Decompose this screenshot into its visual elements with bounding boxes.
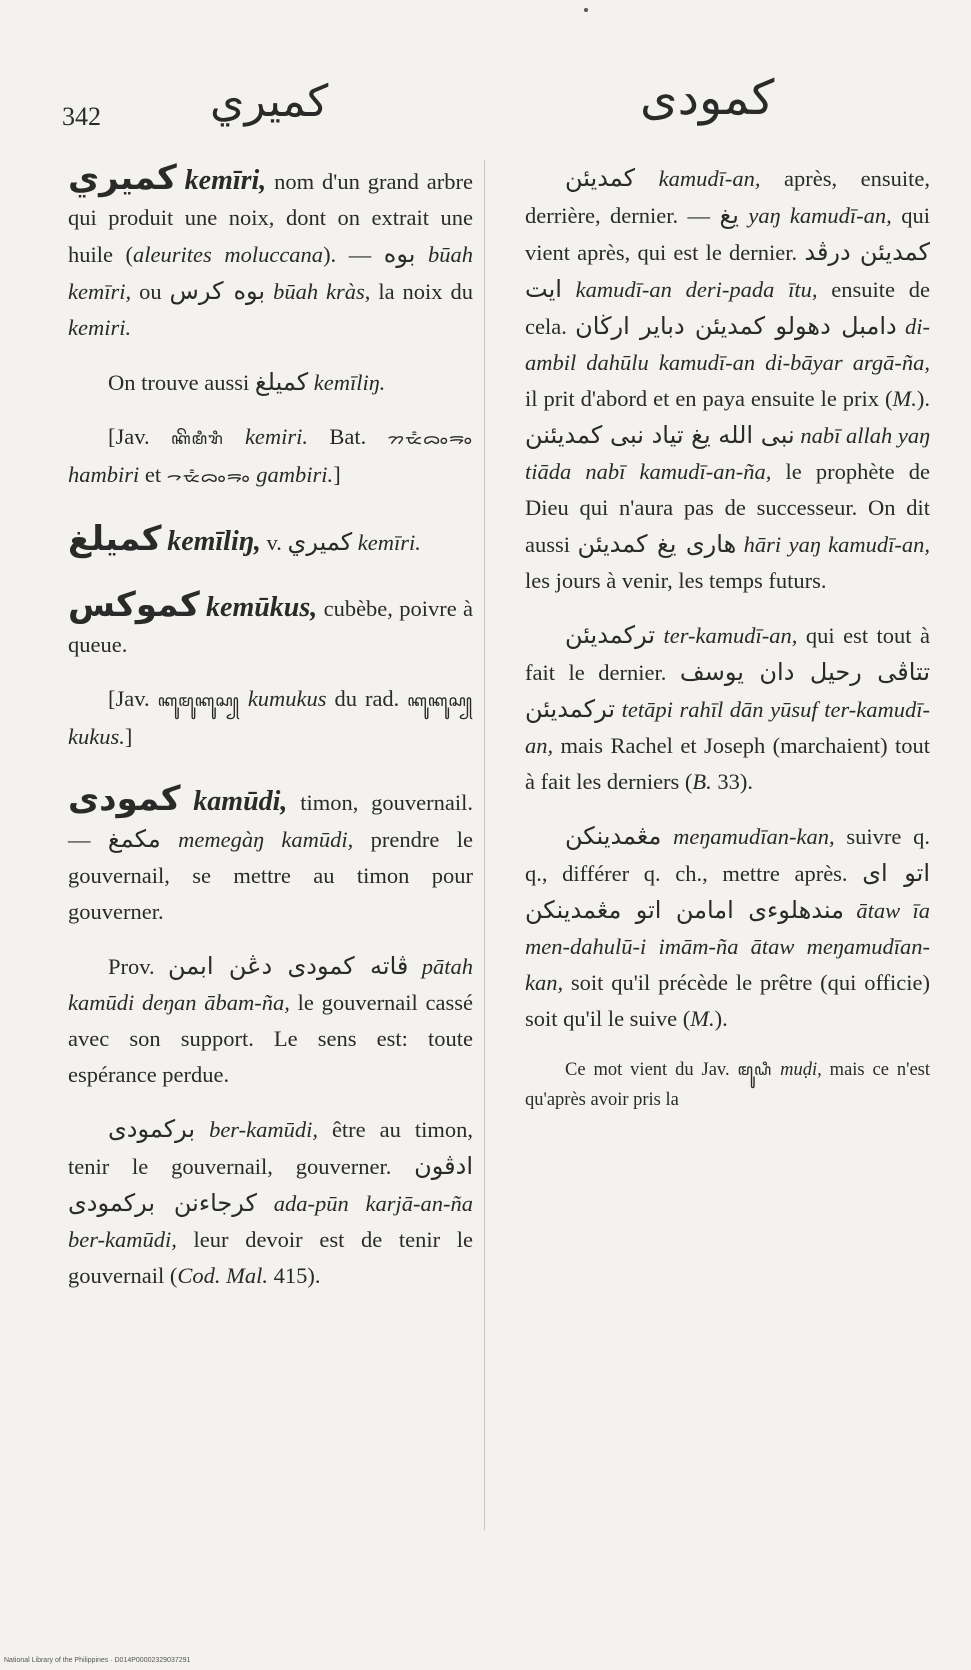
page-number: 342 [62,102,101,131]
right-running-headword: كمودى [640,72,775,125]
left-running-headword: كميري [210,77,329,126]
entry-etymology-note: Ce mot vient du Jav. ꦩꦸꦝꦶ muḍi, mais ce n'est qu'après avoir pris la [525,1060,931,1110]
page-header [0,70,971,150]
entry-kemiri: كميري kemīri, nom d'un grand arbre qui produit une noix, dont on extrait une huile (aleurites moluccana). — بوه būah kemīri, ou بوه كرس būah kràs, la noix du kemiri. [68,158,474,340]
right-column [525,160,930,1133]
entry-kamudi: كمودى kamūdi, timon, gouvernail. — مكمغ memegàŋ kamūdi, prendre le gouvernail, se mettre au timon pour gouverner. [68,779,473,924]
entry-ber-kamudi: بركمودى ber-kamūdi, être au timon, tenir le gouvernail, gouverner. ادڤون كرجاءنن بركمودى ada-pūn karjā-an-ña ber-kamūdi, leur devoir est de tenir le gouvernail (Cod. Mal. 415). [68,1115,473,1288]
entry-kamudian: كمديئن kamudī-an, après, ensuite, derrière, dernier. — يغ yaŋ kamudī-an, qui vient après, qui est le dernier. كمديئن درڤد ايت kamudī-an deri-pada ītu, ensuite de cela. دامبل دهولو كمديئن دباير ارڬان di-ambil dahūlu kamudī-an di-bāyar argā-ña, il prit d'abord et en paya ensuite le prix (M.). نبى الله يغ تياد نبى كمديئنن nabī allah yaŋ tiāda nabī kamudī-an-ña, le prophète de Dieu qui n'aura pas de successeur. On dit aussi هارى يغ كمديئن hāri yaŋ kamudī-an, les jours à venir, les temps futurs. [525,164,931,593]
entry-kemukus-etymology: [Jav. ꦏꦸꦩꦸꦏꦸꦱ꧀ kumukus du rad. ꦏꦸꦏꦸꦱ꧀ kukus.] [68,686,474,749]
entry-kemiling: كميلغ kemīliŋ, v. كميري kemīri. [68,519,421,559]
print-speck [584,8,588,12]
entry-kamudi-proverb: Prov. ڤاته كمودى دڠن ابمن pātah kamūdi deŋan ābam-ña, le gouvernail cassé avec son support. Le sens est: toute espérance perdue. [68,952,473,1087]
entry-kemiri-variant: On trouve aussi كميلغ kemīliŋ. [108,368,386,396]
entry-ter-kamudian: تركمديئن ter-kamudī-an, qui est tout à fait le dernier. تتاڤى رحيل دان يوسف تركمديئن tetāpi rahīl dān yūsuf ter-kamudī-an, mais Rachel et Joseph (marchaient) tout à fait les derniers (B. 33). [525,621,931,794]
entry-mengamudiankan: مڠمدينكن meŋamudīan-kan, suivre q. q., différer q. ch., mettre après. اتو اى مندهلوءى امامن اتو مڠمدينكن ātaw īa men-dahulū-i imām-ña ātaw meŋamudīan-kan, soit qu'il précède le prêtre (qui officie) soit qu'il le suive (M.). [525,822,931,1031]
entry-kemukus: كموكس kemūkus, cubèbe, poivre à queue. [68,585,473,657]
column-divider [484,160,485,1530]
entry-kemiri-etymology: [Jav. ꦏꦼꦩꦶꦫꦶ kemiri. Bat. ᯂᯔ᯦ᯅᯪᯒᯪ hambiri et ᯎᯔ᯦ᯅᯪᯒᯪ gambiri.] [68,424,474,487]
scan-footer: National Library of the Philippines · D014P00002329037291 [4,1657,191,1664]
left-column [68,160,473,1312]
